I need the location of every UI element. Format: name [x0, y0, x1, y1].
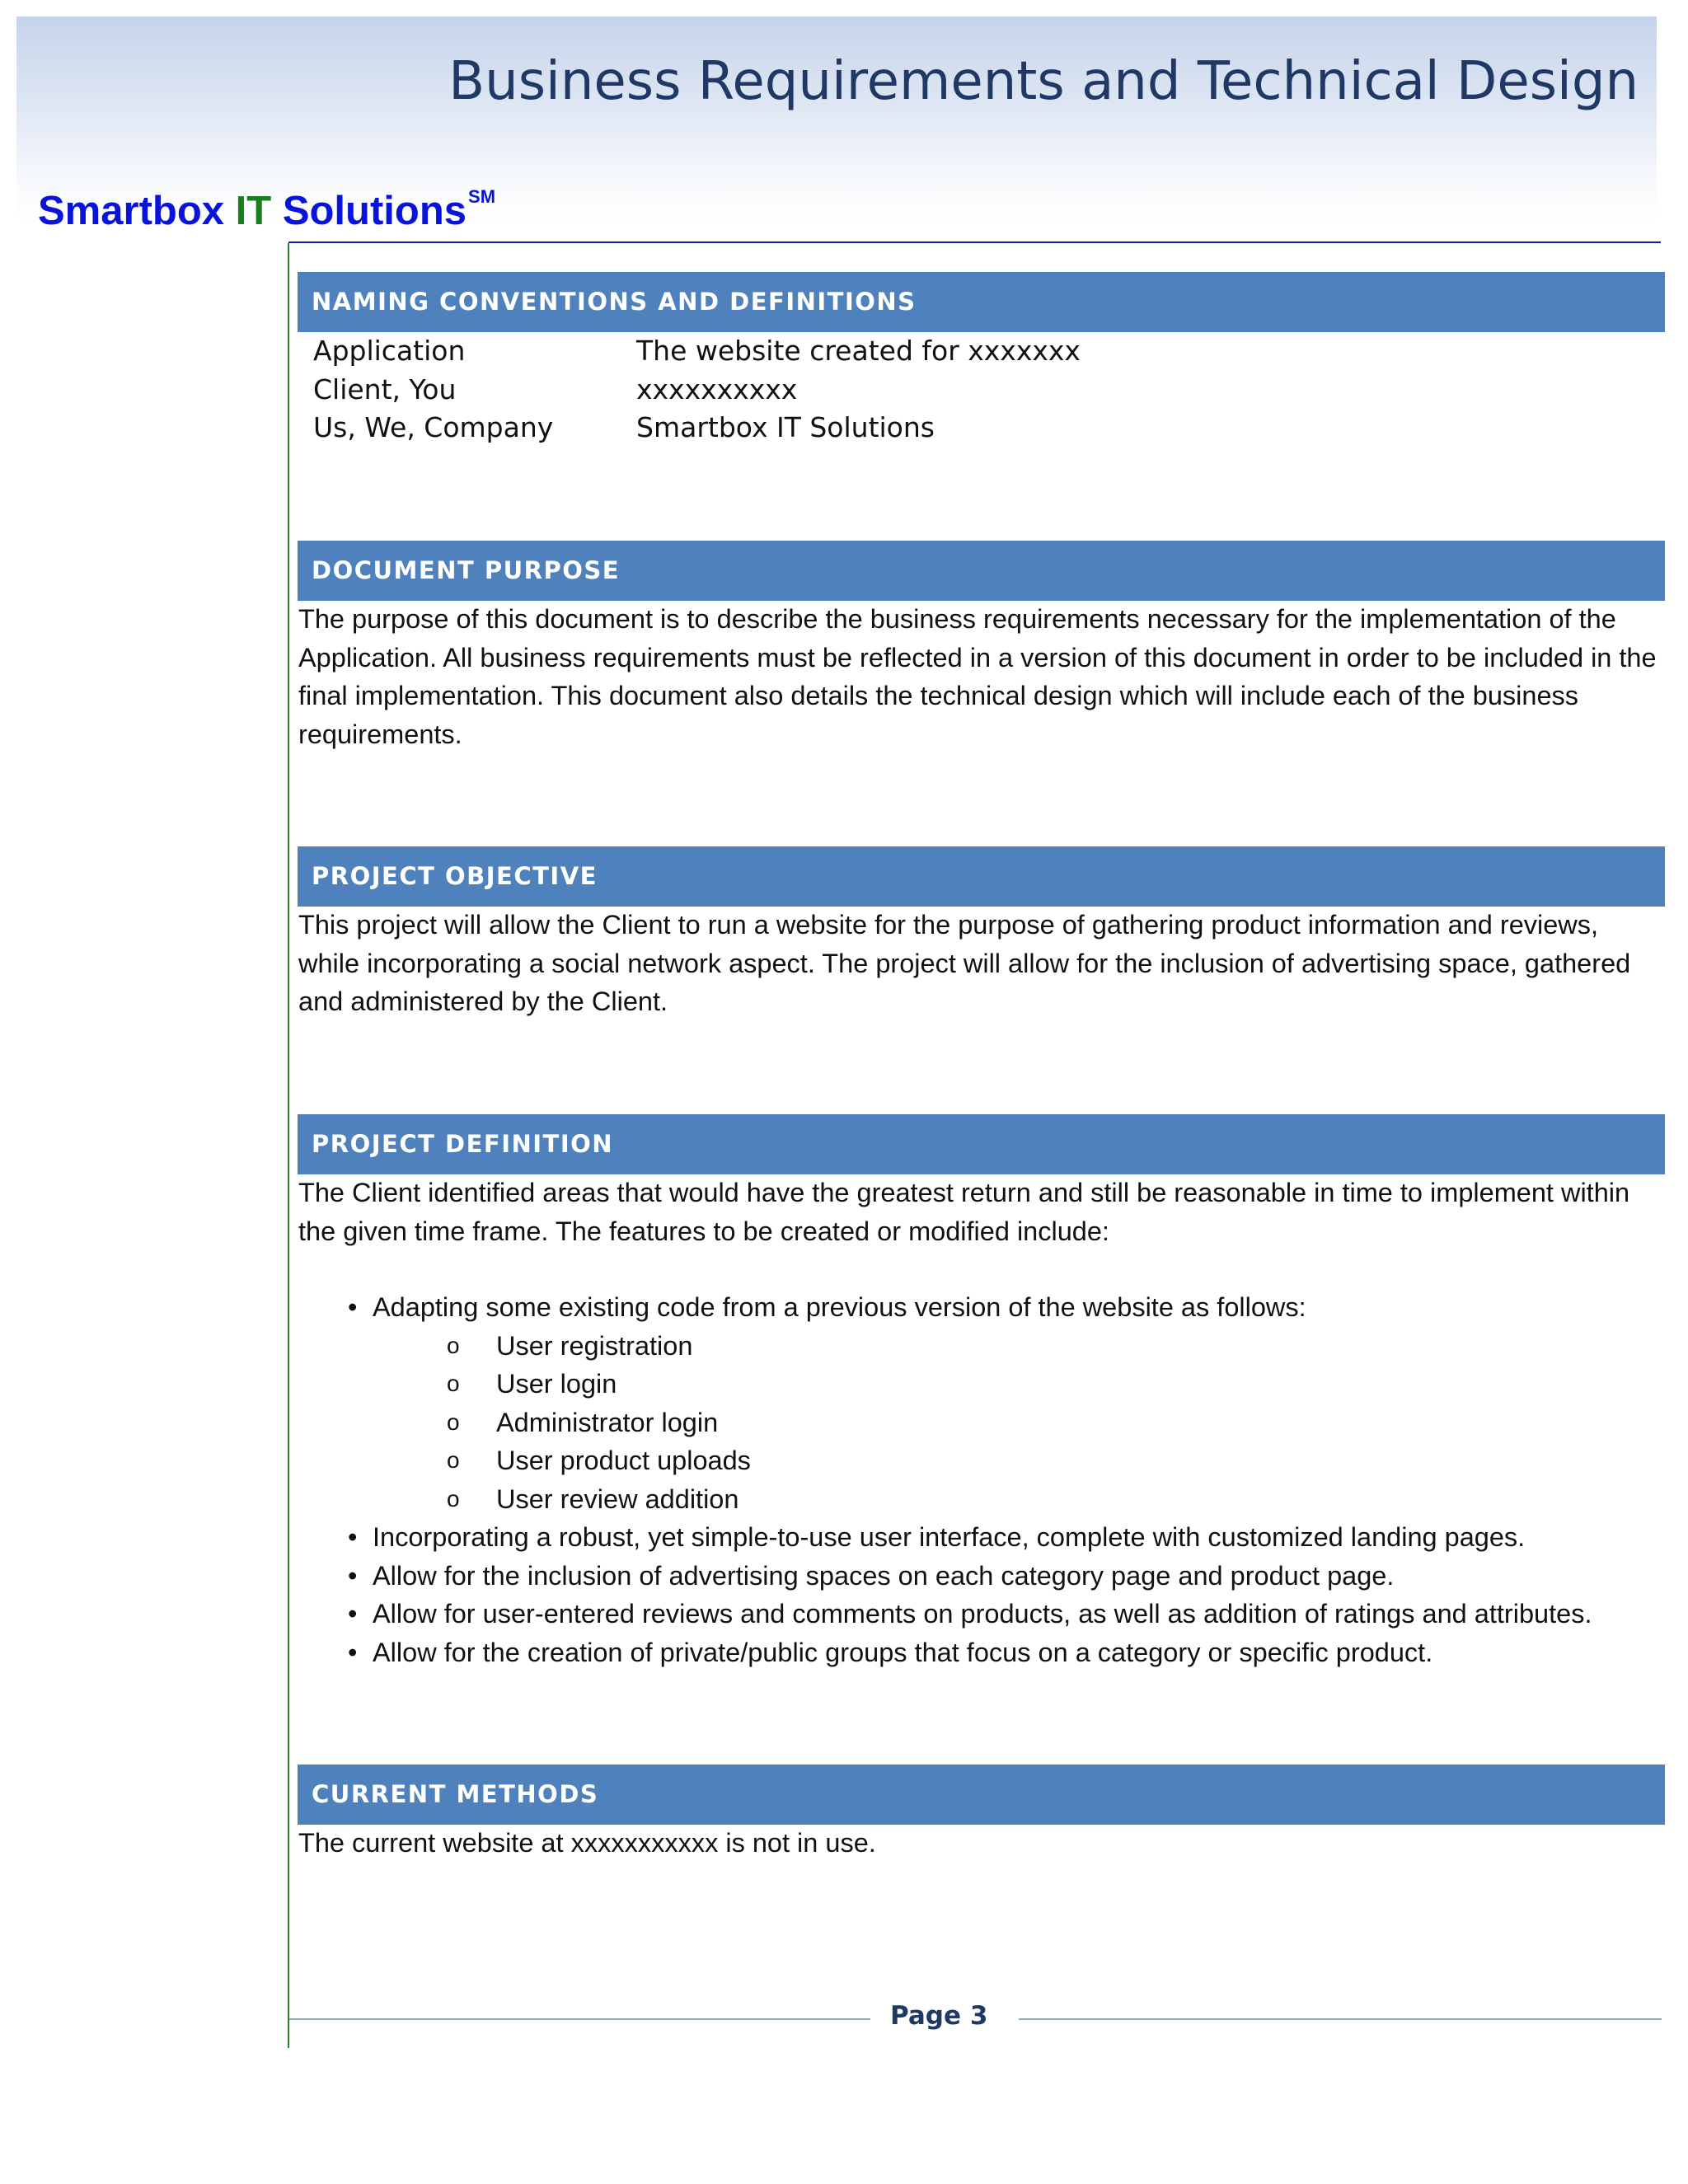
sub-list-item: o User product uploads	[298, 1441, 1683, 1480]
definition-term: Client, You	[313, 373, 457, 405]
list-item: • Adapting some existing code from a previous version of the website as follows:	[298, 1288, 1683, 1327]
section-heading-current: CURRENT METHODS	[298, 1765, 1665, 1825]
definition-term: Us, We, Company	[313, 411, 554, 443]
company-logo	[38, 186, 495, 234]
footer-rule-right	[1019, 2018, 1662, 2020]
definition-term: Application	[313, 335, 466, 367]
list-item: • Allow for the creation of private/public groups that focus on a category or specific product.	[298, 1633, 1683, 1672]
sub-list-item: o Administrator login	[298, 1404, 1683, 1442]
list-item: • Allow for user-entered reviews and comments on products, as well as addition of ratings and attributes.	[298, 1595, 1683, 1633]
definition-intro: The Client identified areas that would have the greatest return and still be reasonable in time to implement within the given time frame. The features to be created or modified include:	[298, 1178, 1630, 1246]
section-heading-definition: PROJECT DEFINITION	[298, 1114, 1665, 1174]
section-heading-purpose: DOCUMENT PURPOSE	[298, 541, 1665, 601]
section-heading-naming: NAMING CONVENTIONS AND DEFINITIONS	[298, 272, 1665, 332]
service-mark: SM	[468, 186, 496, 207]
sub-list-item: o User login	[298, 1365, 1683, 1404]
definition-row	[313, 332, 1081, 371]
feature-list	[298, 1288, 1683, 1671]
brand-part-smartbox: Smartbox	[38, 189, 225, 233]
page-number: Page 3	[890, 2001, 988, 2031]
definition-value: Smartbox IT Solutions	[636, 411, 935, 443]
margin-rule	[288, 243, 289, 2048]
footer-rule-left	[289, 2018, 870, 2020]
definitions-table	[313, 332, 1081, 448]
brand-part-solutions: Solutions	[282, 189, 467, 233]
purpose-paragraph: The purpose of this document is to describe the business requirements necessary for the implementation of the Application. All business requirements must be reflected in a version of this document in order to be included in the final implementation. This document also details the technical design which will include each of the business requirements.	[298, 604, 1657, 749]
list-item: • Incorporating a robust, yet simple-to-use user interface, complete with customized landing pages.	[298, 1518, 1683, 1557]
definition-value: xxxxxxxxxx	[636, 373, 798, 405]
definition-value: The website created for xxxxxxx	[636, 335, 1081, 367]
brand-part-it: IT	[235, 189, 272, 233]
definition-row	[313, 409, 1081, 448]
definition-row	[313, 371, 1081, 410]
objective-paragraph: This project will allow the Client to run a website for the purpose of gathering product information and reviews, while incorporating a social network aspect. The project will allow for the inclusion of advertising space, gathered and administered by the Client.	[298, 910, 1631, 1016]
sub-list-item: o User registration	[298, 1327, 1683, 1366]
document-title: Business Requirements and Technical Design	[448, 51, 1639, 112]
current-paragraph: The current website at xxxxxxxxxxx is not in use.	[298, 1828, 876, 1858]
list-item: • Allow for the inclusion of advertising spaces on each category page and product page.	[298, 1557, 1683, 1596]
sub-list-item: o User review addition	[298, 1480, 1683, 1519]
section-heading-objective: PROJECT OBJECTIVE	[298, 846, 1665, 907]
header-rule	[288, 241, 1661, 243]
